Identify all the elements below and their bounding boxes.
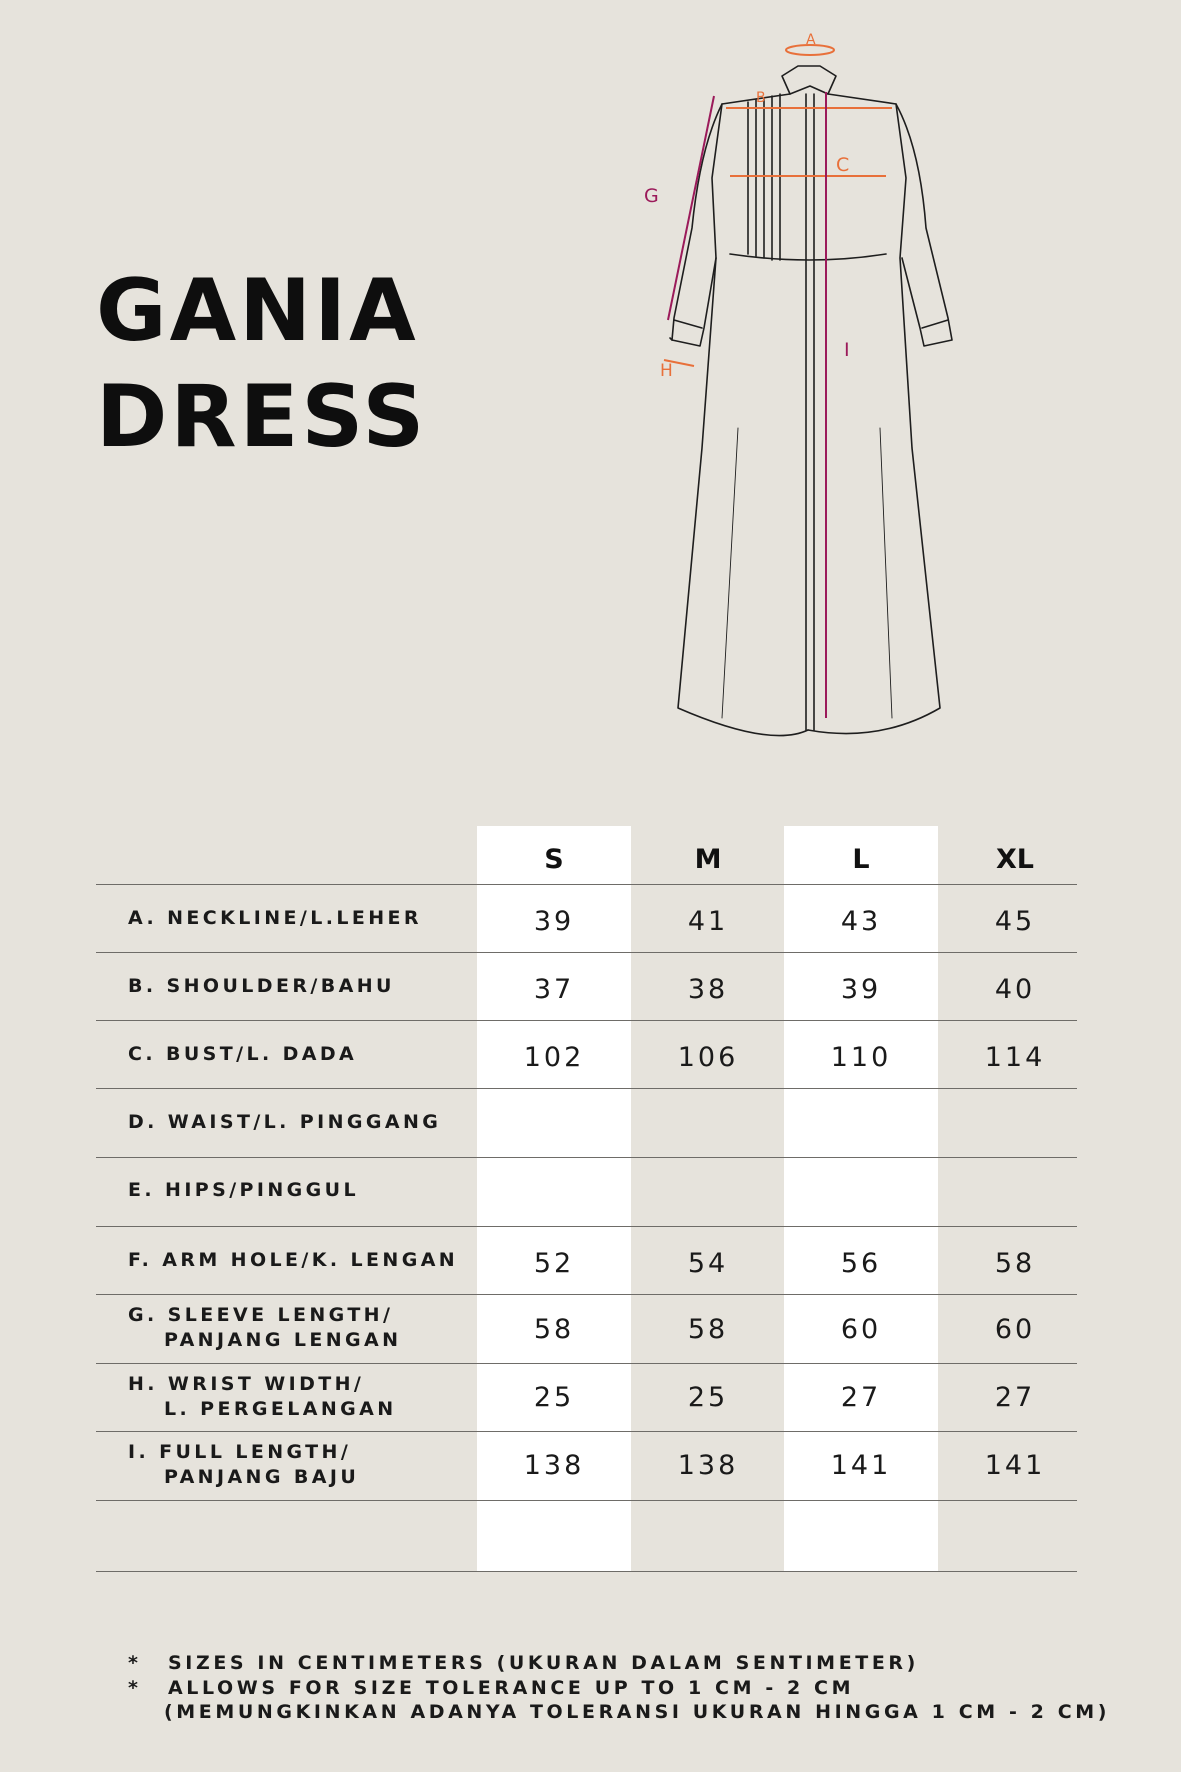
- row-label-wrist-width-line2: L. PERGELANGAN: [164, 1398, 397, 1420]
- row-label-full-length-line1: I. FULL LENGTH/: [128, 1441, 352, 1463]
- row-label-sleeve-length-line1: G. SLEEVE LENGTH/: [128, 1304, 394, 1326]
- cell-shoulder-s: 37: [533, 974, 575, 1005]
- label-b: B: [756, 90, 766, 106]
- table-divider: [96, 884, 1077, 885]
- footnote-tolerance-line1: ALLOWS FOR SIZE TOLERANCE UP TO 1 CM - 2 CM: [168, 1676, 855, 1699]
- cell-arm-hole-xl: 58: [994, 1248, 1036, 1279]
- cell-bust-l: 110: [830, 1042, 892, 1073]
- row-label-bust: C. BUST/L. DADA: [128, 1043, 358, 1065]
- title-line-2: DRESS: [96, 367, 428, 467]
- orange-markers: [664, 45, 892, 366]
- cell-full-length-l: 141: [830, 1450, 892, 1481]
- size-chart-table: [96, 826, 1077, 1572]
- row-label-full-length-line2: PANJANG BAJU: [164, 1466, 360, 1488]
- row-label-sleeve-length-line2: PANJANG LENGAN: [164, 1329, 402, 1351]
- table-divider: [96, 952, 1077, 953]
- footnote-units-text: SIZES IN CENTIMETERS (UKURAN DALAM SENTIMETER): [168, 1652, 919, 1674]
- table-divider: [96, 1157, 1077, 1158]
- cell-sleeve-length-s: 58: [533, 1314, 575, 1345]
- footnote-tolerance: [128, 1676, 1110, 1725]
- row-label-wrist-width-line1: H. WRIST WIDTH/: [128, 1373, 365, 1395]
- cell-sleeve-length-xl: 60: [994, 1314, 1036, 1345]
- table-divider: [96, 1363, 1077, 1364]
- label-c: C: [836, 154, 850, 176]
- row-label-waist: D. WAIST/L. PINGGANG: [128, 1111, 442, 1133]
- size-header-m: M: [694, 844, 722, 875]
- table-divider: [96, 1500, 1077, 1501]
- cell-arm-hole-m: 54: [687, 1248, 729, 1279]
- table-divider: [96, 1226, 1077, 1227]
- cell-full-length-s: 138: [523, 1450, 585, 1481]
- cell-neckline-m: 41: [687, 906, 729, 937]
- cell-wrist-width-m: 25: [687, 1382, 729, 1413]
- footnote-bullet: *: [128, 1676, 142, 1699]
- cell-wrist-width-s: 25: [533, 1382, 575, 1413]
- cell-bust-m: 106: [677, 1042, 739, 1073]
- label-a: A: [806, 32, 816, 48]
- cell-arm-hole-s: 52: [533, 1248, 575, 1279]
- size-header-l: L: [852, 844, 870, 875]
- label-g: G: [644, 185, 659, 207]
- cell-shoulder-l: 39: [840, 974, 882, 1005]
- size-header-s: S: [544, 844, 564, 875]
- cell-bust-xl: 114: [984, 1042, 1046, 1073]
- cell-shoulder-m: 38: [687, 974, 729, 1005]
- title-line-1: GANIA: [96, 261, 419, 361]
- size-header-xl: XL: [995, 844, 1035, 875]
- cell-wrist-width-l: 27: [840, 1382, 882, 1413]
- dress-illustration: [630, 28, 960, 738]
- cell-arm-hole-l: 56: [840, 1248, 882, 1279]
- cell-bust-s: 102: [523, 1042, 585, 1073]
- table-divider: [96, 1294, 1077, 1295]
- row-label-arm-hole: F. ARM HOLE/K. LENGAN: [128, 1249, 459, 1271]
- table-divider: [96, 1431, 1077, 1432]
- dress-outline: [670, 66, 952, 736]
- cell-full-length-m: 138: [677, 1450, 739, 1481]
- cell-full-length-xl: 141: [984, 1450, 1046, 1481]
- footnote-bullet: *: [128, 1652, 142, 1674]
- table-divider: [96, 1088, 1077, 1089]
- table-divider: [96, 1020, 1077, 1021]
- label-i: I: [844, 339, 850, 361]
- row-label-shoulder: B. SHOULDER/BAHU: [128, 975, 395, 997]
- row-label-hips: E. HIPS/PINGGUL: [128, 1179, 359, 1201]
- page-title: [96, 258, 427, 470]
- footnotes: [128, 1651, 1110, 1725]
- footnote-tolerance-line2: (MEMUNGKINKAN ADANYA TOLERANSI UKURAN HINGGA 1 CM - 2 CM): [164, 1701, 1111, 1723]
- cell-neckline-l: 43: [840, 906, 882, 937]
- label-h: H: [660, 361, 673, 381]
- magenta-markers: [668, 92, 826, 718]
- row-label-full-length: [128, 1440, 488, 1490]
- cell-sleeve-length-l: 60: [840, 1314, 882, 1345]
- row-label-sleeve-length: [128, 1303, 488, 1353]
- cell-neckline-xl: 45: [994, 906, 1036, 937]
- row-label-neckline: A. NECKLINE/L.LEHER: [128, 907, 422, 929]
- cell-neckline-s: 39: [533, 906, 575, 937]
- table-divider: [96, 1571, 1077, 1572]
- cell-sleeve-length-m: 58: [687, 1314, 729, 1345]
- dress-measurement-diagram: [630, 28, 960, 738]
- row-label-wrist-width: [128, 1372, 488, 1422]
- cell-wrist-width-xl: 27: [994, 1382, 1036, 1413]
- footnote-units: [128, 1651, 1110, 1676]
- cell-shoulder-xl: 40: [994, 974, 1036, 1005]
